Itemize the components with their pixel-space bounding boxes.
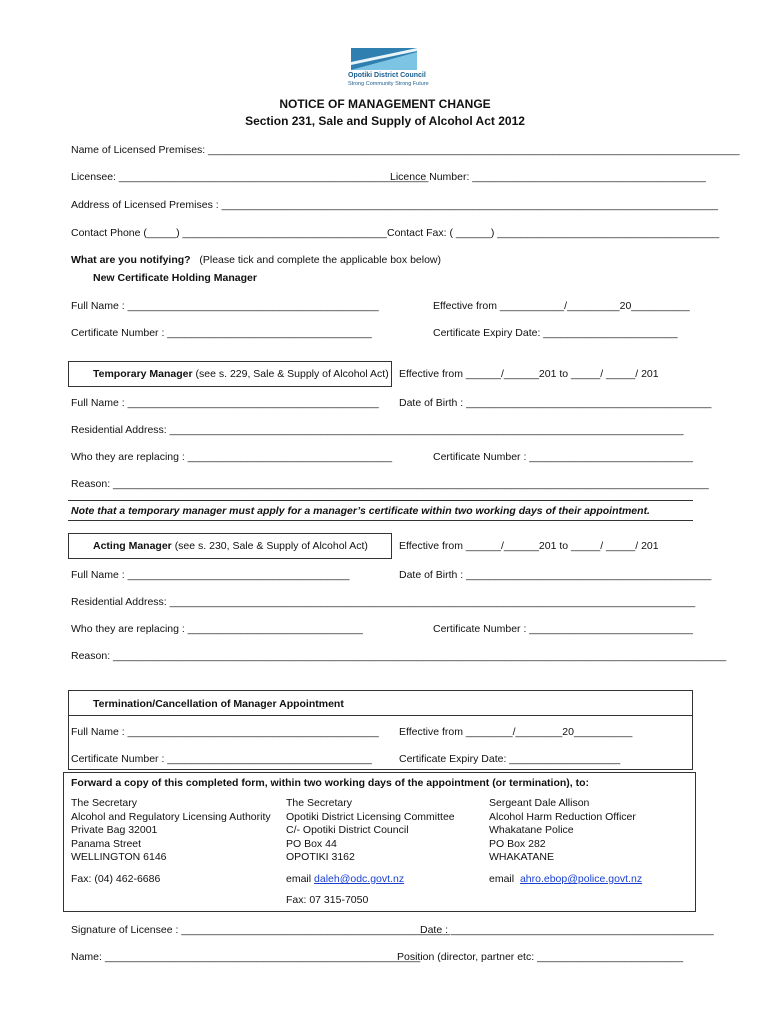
acting-manager-full-name[interactable]: Full Name : ______________________________________	[71, 569, 350, 581]
date-field[interactable]: Date : _____________________________________________	[420, 924, 714, 936]
new-manager-certificate-expiry[interactable]: Certificate Expiry Date: _______________________	[433, 327, 678, 339]
police-line: PO Box 282	[489, 837, 546, 850]
committee-line: OPOTIKI 3162	[286, 851, 355, 863]
police-email-link[interactable]: ahro.ebop@police.govt.nz	[519, 873, 643, 885]
police-line: Alcohol Harm Reduction Officer	[489, 810, 636, 823]
temporary-manager-full-name[interactable]: Full Name : ___________________________________________	[71, 397, 379, 409]
acting-manager-replacing[interactable]: Who they are replacing : ______________________________	[71, 623, 363, 635]
termination-certificate-number[interactable]: Certificate Number : ___________________________________	[71, 753, 372, 765]
police-line: WHAKATANE	[489, 851, 554, 863]
contact-fax-field[interactable]: Contact Fax: ( ______) ______________________________________	[387, 227, 720, 239]
temporary-manager-note: (see s. 229, Sale & Supply of Alcohol Act)	[195, 368, 389, 380]
notifying-question: What are you notifying?	[71, 254, 191, 266]
committee-email-line	[286, 873, 404, 885]
acting-manager-note: (see s. 230, Sale & Supply of Alcohol Act)	[174, 540, 368, 552]
premises-address-field[interactable]: Address of Licensed Premises : _____________________________________________________________________________________	[71, 199, 718, 211]
committee-line: C/- Opotiki District Council	[286, 824, 409, 836]
authority-line: Panama Street	[71, 837, 142, 850]
committee-email-link[interactable]: daleh@odc.govt.nz	[314, 873, 405, 885]
new-manager-certificate-number[interactable]: Certificate Number : ___________________________________	[71, 327, 372, 339]
authority-line: The Secretary	[71, 797, 137, 809]
signature-field[interactable]: Signature of Licensee : ______________________________________________	[71, 924, 450, 936]
temporary-manager-replacing[interactable]: Who they are replacing : ___________________________________	[71, 451, 393, 463]
termination-effective-from[interactable]: Effective from ________/________20__________	[399, 726, 633, 738]
police-line: Sergeant Dale Allison	[489, 797, 590, 809]
temporary-manager-reason[interactable]: Reason: ______________________________________________________________________________________________________	[71, 478, 709, 490]
acting-manager-dob[interactable]: Date of Birth : __________________________________________	[399, 569, 712, 581]
temporary-manager-heading: Temporary Manager	[93, 368, 193, 380]
termination-heading: Termination/Cancellation of Manager Appointment	[93, 698, 344, 710]
notifying-instruction: (Please tick and complete the applicable box below)	[199, 254, 441, 266]
authority-line: Alcohol and Regulatory Licensing Authority	[71, 810, 271, 823]
council-logo-icon	[351, 48, 417, 70]
forward-col-committee	[286, 797, 455, 865]
temporary-note-divider	[68, 500, 693, 501]
page-title: NOTICE OF MANAGEMENT CHANGE	[279, 97, 491, 111]
new-manager-heading: New Certificate Holding Manager	[93, 272, 257, 284]
logo-name: Opotiki District Council	[348, 72, 426, 79]
temporary-manager-effective-from[interactable]: Effective from ______/______201 to _____/ _____/ 201	[399, 368, 659, 380]
licensee-field[interactable]: Licensee: _____________________________________________________	[71, 171, 429, 183]
acting-manager-effective-from[interactable]: Effective from ______/______201 to _____/ _____/ 201	[399, 540, 659, 552]
termination-heading-divider	[68, 715, 693, 716]
page-subtitle: Section 231, Sale and Supply of Alcohol Act 2012	[245, 114, 525, 128]
premises-name-field[interactable]: Name of Licensed Premises: ___________________________________________________________________________________________	[71, 144, 740, 156]
licence-number-field[interactable]: Licence Number: ________________________________________	[390, 171, 706, 183]
new-manager-effective-from[interactable]: Effective from ___________/_________20__________	[433, 300, 690, 312]
notifying-line	[71, 254, 441, 266]
acting-manager-heading-line	[93, 540, 368, 552]
committee-line: Opotiki District Licensing Committee	[286, 810, 455, 823]
temporary-note-divider-bottom	[68, 520, 693, 521]
acting-manager-reason[interactable]: Reason: _________________________________________________________________________________________________________	[71, 650, 727, 662]
police-line: Whakatane Police	[489, 824, 574, 836]
new-manager-full-name[interactable]: Full Name : ___________________________________________	[71, 300, 379, 312]
authority-fax: Fax: (04) 462-6686	[71, 873, 161, 885]
forward-heading: Forward a copy of this completed form, within two working days of the appointment (or termination), to:	[71, 777, 590, 789]
acting-manager-address[interactable]: Residential Address: __________________________________________________________________________________________	[71, 596, 696, 608]
contact-phone-field[interactable]: Contact Phone (_____) ___________________________________	[71, 227, 387, 239]
authority-line: Private Bag 32001	[71, 824, 158, 836]
committee-fax: Fax: 07 315-7050	[286, 894, 369, 906]
temporary-manager-address[interactable]: Residential Address: ________________________________________________________________________________________	[71, 424, 684, 436]
forward-col-authority	[71, 797, 271, 865]
acting-manager-heading: Acting Manager	[93, 540, 172, 552]
acting-manager-certificate-number[interactable]: Certificate Number : ____________________________	[433, 623, 693, 635]
termination-full-name[interactable]: Full Name : ___________________________________________	[71, 726, 379, 738]
forward-col-police	[489, 797, 636, 865]
committee-email-label: email	[286, 873, 312, 885]
position-field[interactable]: Position (director, partner etc: _________________________	[397, 951, 684, 963]
committee-line: The Secretary	[286, 797, 352, 809]
police-email-line	[489, 873, 642, 885]
temporary-manager-heading-line	[93, 368, 389, 380]
name-field[interactable]: Name: ______________________________________________________	[71, 951, 421, 963]
authority-line: WELLINGTON 6146	[71, 851, 167, 863]
temporary-manager-certificate-number[interactable]: Certificate Number : ____________________________	[433, 451, 693, 463]
temporary-manager-note-text: Note that a temporary manager must apply for a manager’s certificate within two working days of their appointment.	[71, 505, 650, 517]
temporary-manager-dob[interactable]: Date of Birth : __________________________________________	[399, 397, 712, 409]
termination-certificate-expiry[interactable]: Certificate Expiry Date: ___________________	[399, 753, 621, 765]
committee-line: PO Box 44	[286, 837, 337, 850]
logo-tagline: Strong Community Strong Future	[348, 81, 429, 87]
police-email-label: email	[489, 873, 515, 885]
council-logo	[348, 48, 429, 96]
